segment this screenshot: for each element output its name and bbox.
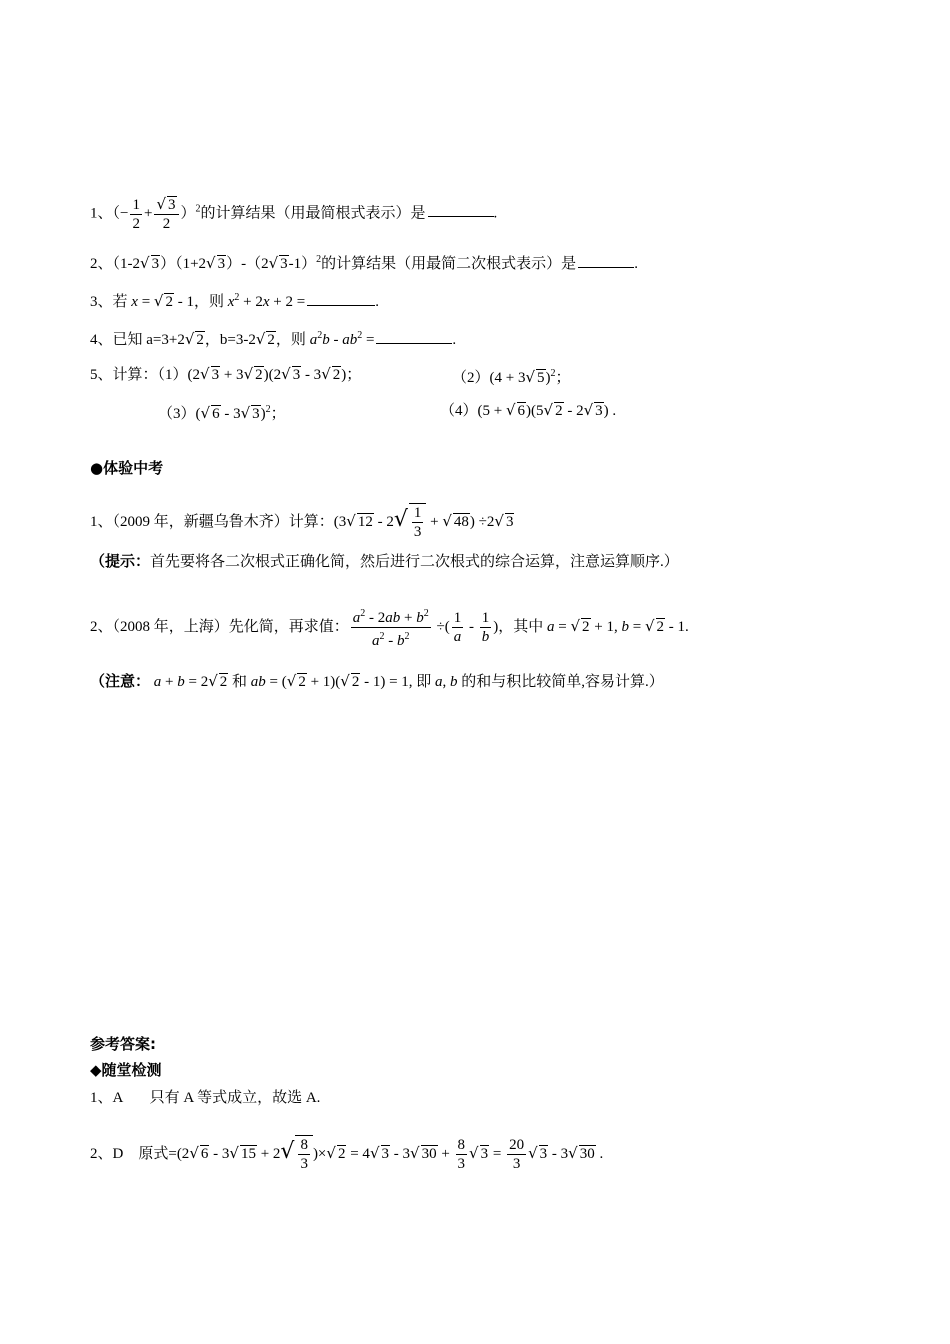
answer-blank[interactable]: [307, 293, 375, 306]
exercise-5: 5、计算：（1）(2√ 3 + 3√ 2)(2√ 3 - 3√ 2)；: [90, 365, 362, 383]
exercise-4: 4、已知 a=3+2√ 2，b=3-2√ 2，则 $a^2b - ab^2$ = .: [90, 330, 457, 348]
answer-blank[interactable]: [376, 331, 452, 344]
answer-blank[interactable]: [578, 255, 634, 268]
exam-note: （注意： a + b = 2√ 2 和 ab = (√ 2 + 1)(√ 2 - 1) = 1, 即 a, b 的和与积比较简单,容易计算.）: [90, 672, 664, 690]
answers-subtitle: ◆随堂检测: [90, 1061, 162, 1079]
exam-question-1: 1、（2009 年，新疆乌鲁木齐）计算：(3√ 12 - 2√ $\frac{1}{3}$ + √ 48) ÷2√ 3: [90, 505, 514, 540]
answer-blank[interactable]: [428, 204, 494, 217]
exercise-1: 1、（− $\frac{1}{2}$ + $\frac{√ 3}{2}$ ）$^2$的计算结果（用最简根式表示）是 .: [90, 195, 498, 232]
exercise-5-3: （3）(√ 6 - 3√ 3)$^2$；: [158, 404, 286, 422]
section-title-exam: ●体验中考: [90, 459, 164, 477]
exercise-3: 3、若 x = √ 2 - 1，则 $x^2 + 2x + 2$ = .: [90, 292, 379, 310]
exercise-2: 2、（1-2√ 3）（1+2√ 3）-（2√ 3-1）$^2$的计算结果（用最简二次根式表示）是 .: [90, 254, 638, 272]
exercise-5-4: （4）(5 + √ 6)(5√ 2 - 2√ 3) .: [440, 401, 617, 419]
answers-title: 参考答案:: [90, 1035, 156, 1053]
exam-hint: （提示：首先要将各二次根式正确化简，然后进行二次根式的综合运算，注意运算顺序.）: [90, 552, 679, 570]
answer-2: 2、D 原式=(2√ 6 - 3√ 15 + 2√ $\frac{8}{3}$ )×√ 2 = 4√ 3 - 3√ 30 + $\frac{8}{3}$ √ 3 = $\frac{20}{3}$ √ 3 - 3√ 30 .: [90, 1137, 604, 1172]
answer-1: 1、A 只有 A 等式成立，故选 A.: [90, 1090, 321, 1106]
exam-question-2: 2、（2008 年，上海）先化简，再求值： $\frac{a^2 - 2ab + b^2}{a^2 - b^2}$ ÷( $\frac{1}{a}$ - $\frac{1}{b}$ )，其中 a = √ 2 + 1, b = √ 2 - 1.: [90, 605, 689, 650]
exercise-5-2: （2）(4 + 3√ 5)$^2$；: [452, 368, 571, 386]
